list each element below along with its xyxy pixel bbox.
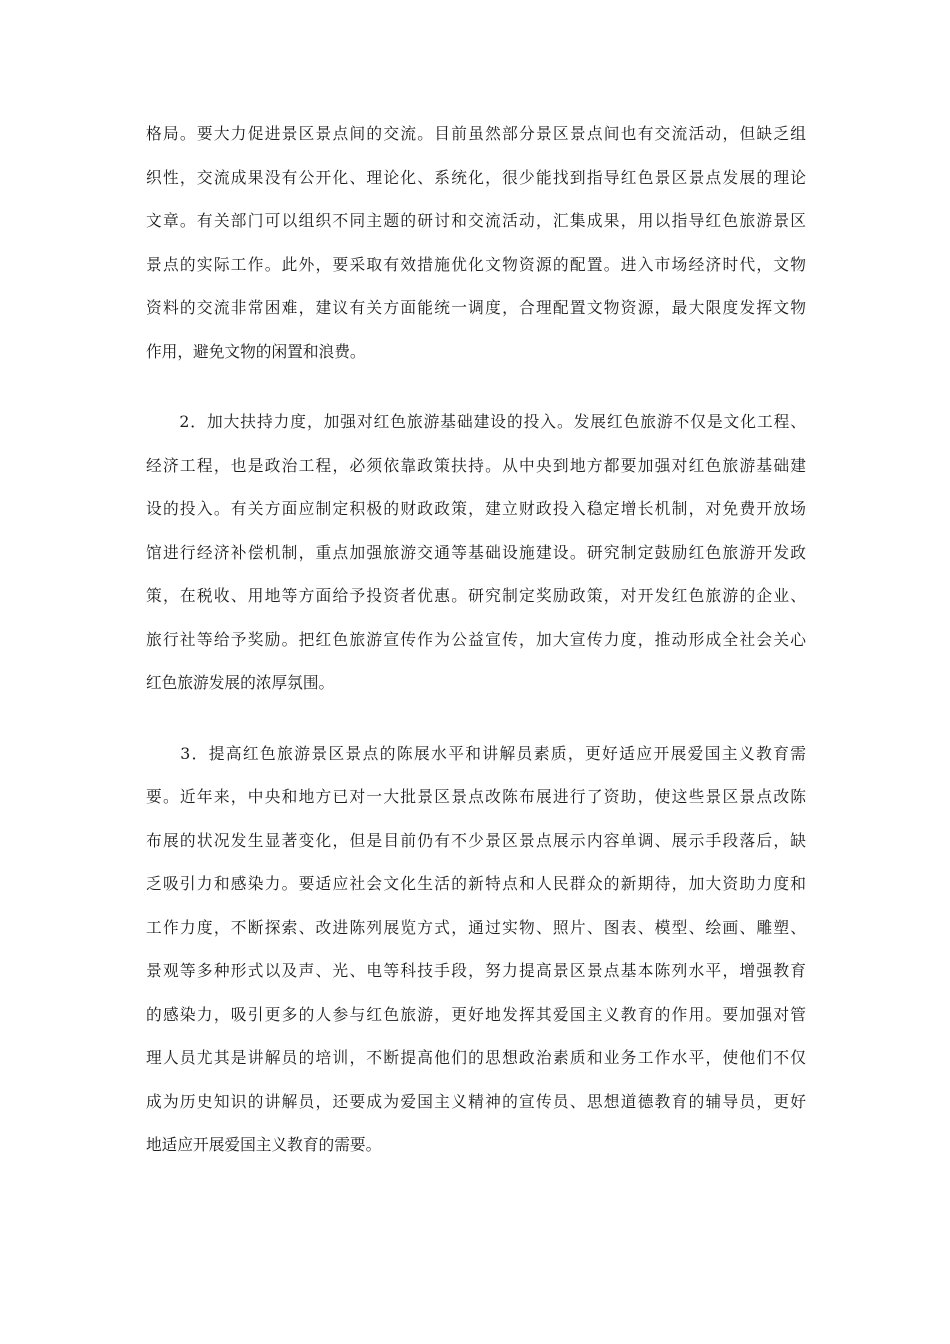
text-line: 格局。要大力促进景区景点间的交流。目前虽然部分景区景点间也有交流活动，但缺乏组 — [146, 124, 806, 143]
text-line: 2．加大扶持力度，加强对红色旅游基础建设的投入。发展红色旅游不仅是文化工程、 — [146, 412, 806, 431]
text-line: 作用，避免文物的闲置和浪费。 — [146, 341, 366, 361]
text-line: 红色旅游发展的浓厚氛围。 — [146, 673, 335, 692]
text-line: 经济工程，也是政治工程，必须依靠政策扶持。从中央到地方都要加强对红色旅游基础建 — [146, 455, 806, 475]
paragraph-support-investment — [146, 400, 806, 705]
text-line: 乏吸引力和感染力。要适应社会文化生活的新特点和人民群众的新期待，加大资助力度和 — [146, 874, 806, 893]
text-line: 地适应开展爱国主义教育的需要。 — [146, 1135, 382, 1154]
document-body — [146, 112, 806, 1167]
text-line: 织性，交流成果没有公开化、理论化、系统化，很少能找到指导红色景区景点发展的理论 — [146, 167, 806, 187]
text-line: 布展的状况发生显著变化，但是目前仍有不少景区景点展示内容单调、展示手段落后，缺 — [146, 830, 806, 850]
text-line: 设的投入。有关方面应制定积极的财政政策，建立财政投入稳定增长机制，对免费开放场 — [146, 499, 806, 518]
text-line: 景点的实际工作。此外，要采取有效措施优化文物资源的配置。进入市场经济时代，文物 — [146, 254, 806, 274]
text-line: 3．提高红色旅游景区景点的陈展水平和讲解员素质，更好适应开展爱国主义教育需 — [146, 743, 806, 763]
text-line: 成为历史知识的讲解员，还要成为爱国主义精神的宣传员、思想道德教育的辅导员，更好 — [146, 1091, 806, 1111]
text-line: 要。近年来，中央和地方已对一大批景区景点改陈布展进行了资助，使这些景区景点改陈 — [146, 787, 806, 806]
text-line: 的感染力，吸引更多的人参与红色旅游，更好地发挥其爱国主义教育的作用。要加强对管 — [146, 1004, 806, 1024]
paragraph-cultural-exchange — [146, 112, 806, 373]
text-line: 文章。有关部门可以组织不同主题的研讨和交流活动，汇集成果，用以指导红色旅游景区 — [146, 211, 806, 230]
text-line: 理人员尤其是讲解员的培训，不断提高他们的思想政治素质和业务工作水平，使他们不仅 — [146, 1048, 806, 1067]
text-line: 资料的交流非常困难，建议有关方面能统一调度，合理配置文物资源，最大限度发挥文物 — [146, 298, 806, 317]
text-line: 策，在税收、用地等方面给予投资者优惠。研究制定奖励政策，对开发红色旅游的企业、 — [146, 586, 806, 605]
paragraph-exhibition-guides — [146, 732, 806, 1167]
text-line: 旅行社等给予奖励。把红色旅游宣传作为公益宣传，加大宣传力度，推动形成全社会关心 — [146, 629, 806, 649]
text-line: 景观等多种形式以及声、光、电等科技手段，努力提高景区景点基本陈列水平，增强教育 — [146, 961, 806, 980]
text-line: 工作力度，不断探索、改进陈列展览方式，通过实物、照片、图表、模型、绘画、雕塑、 — [146, 917, 806, 937]
text-line: 馆进行经济补偿机制，重点加强旅游交通等基础设施建设。研究制定鼓励红色旅游开发政 — [146, 542, 806, 562]
